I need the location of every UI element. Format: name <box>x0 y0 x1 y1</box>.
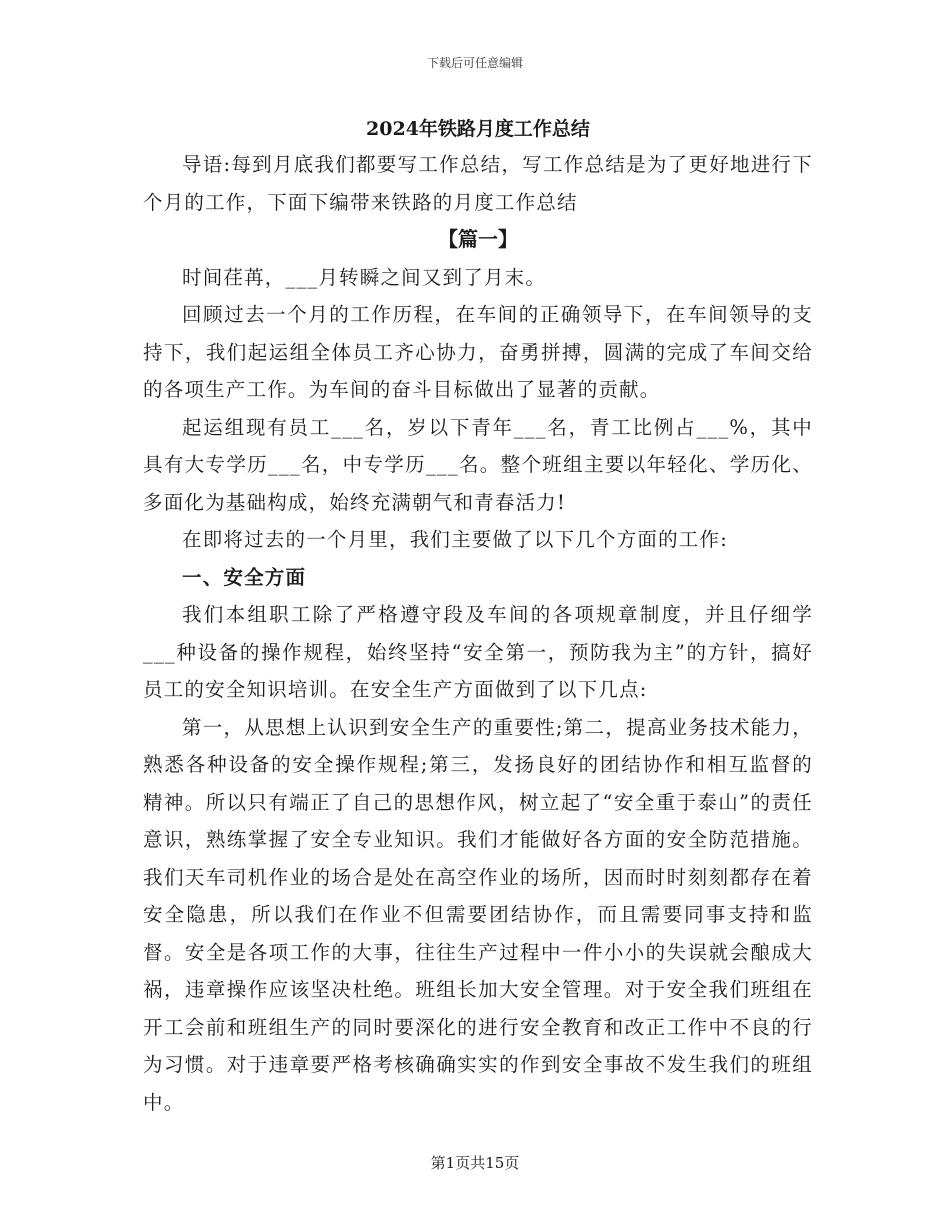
document-body <box>143 112 813 1121</box>
paragraph: 时间荏苒，___月转瞬之间又到了月末。 <box>182 265 547 289</box>
page-number: 第1页共15页 <box>430 1154 520 1172</box>
intro-paragraph: 导语:每到月底我们都要写工作总结，写工作总结是为了更好地进行下个月的工作，下面下编带来铁路的月度工作总结 <box>143 153 813 214</box>
subheading-safety: 一、安全方面 <box>182 565 307 589</box>
paragraph: 在即将过去的一个月里，我们主要做了以下几个方面的工作: <box>182 528 728 551</box>
paragraph: 我们本组职工除了严格遵守段及车间的各项规章制度，并且仔细学___种设备的操作规程，始终坚持“安全第一，预防我为主”的方针，搞好员工的安全知识培训。在安全生产方面做到了以下几点: <box>143 603 813 701</box>
paragraph: 第一，从思想上认识到安全生产的重要性;第二，提高业务技术能力，熟悉各种设备的安全操作规程;第三，发扬良好的团结协作和相互监督的精神。所以只有端正了自己的思想作风，树立起了“安全重于泰山”的责任意识，熟练掌握了安全专业知识。我们才能做好各方面的安全防范措施。我们天车司机作业的场合是处在高空作业的场所，因而时时刻刻都存在着安全隐患，所以我们在作业不但需要团结协作，而且需要同事支持和监督。安全是各项工作的大事，往往生产过程中一件小小的失误就会酿成大祸，违章操作应该坚决杜绝。班组长加大安全管理。对于安全我们班组在开工会前和班组生产的同时要深化的进行安全教育和改正工作中不良的行为习惯。对于违章要严格考核确确实实的作到安全事故不发生我们的班组中。 <box>143 715 813 1114</box>
paragraph: 起运组现有员工___名，岁以下青年___名，青工比例占___%，其中具有大专学历___名，中专学历___名。整个班组主要以年轻化、学历化、多面化为基础构成，始终充满朝气和青春活力! <box>143 415 813 514</box>
paragraph: 回顾过去一个月的工作历程，在车间的正确领导下，在车间领导的支持下，我们起运组全体员工齐心协力，奋勇拼搏，圆满的完成了车间交给的各项生产工作。为车间的奋斗目标做出了显著的贡献。 <box>143 303 813 401</box>
header-note: 下载后可任意编辑 <box>426 56 523 70</box>
section-title: 【篇一】 <box>438 227 518 251</box>
document-title: 2024年铁路月度工作总结 <box>366 118 590 140</box>
